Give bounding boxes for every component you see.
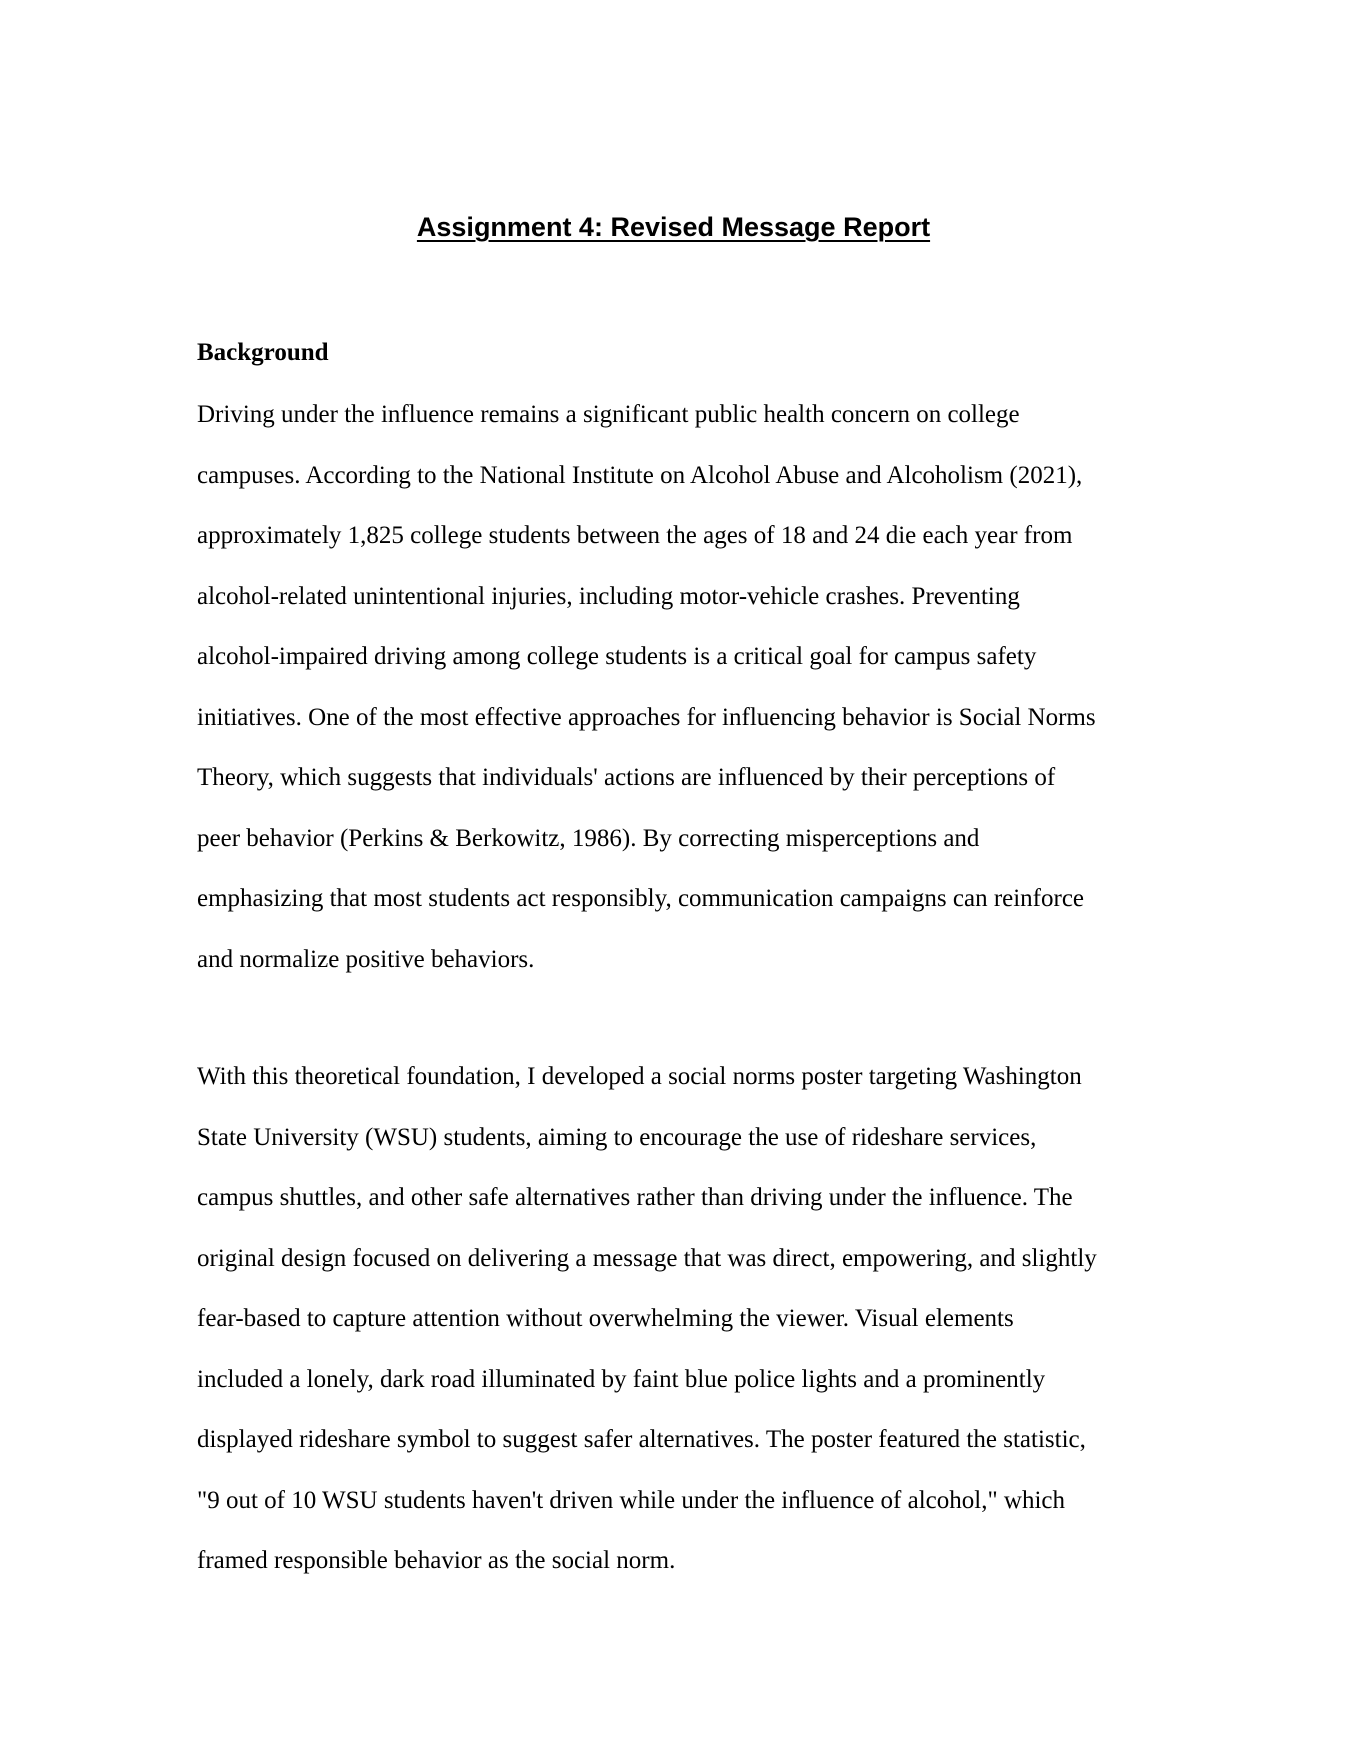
text-line: campuses. According to the National Institute on Alcohol Abuse and Alcoholism (2021), (197, 461, 1083, 489)
text-line: displayed rideshare symbol to suggest safer alternatives. The poster featured the statistic, (197, 1426, 1086, 1453)
text-line: initiatives. One of the most effective approaches for influencing behavior is Social Norms (197, 703, 1096, 731)
body-paragraph-2 (197, 1047, 1157, 1592)
text-line: included a lonely, dark road illuminated by faint blue police lights and a prominently (197, 1365, 1046, 1393)
text-line: alcohol-impaired driving among college students is a critical goal for campus safety (197, 643, 1037, 670)
section-heading-background: Background (197, 339, 329, 366)
text-line: Driving under the influence remains a significant public health concern on college (197, 401, 1020, 428)
text-line: Theory, which suggests that individuals' actions are influenced by their perceptions of (197, 764, 1056, 791)
text-line: emphasizing that most students act responsibly, communication campaigns can reinforce (197, 885, 1085, 912)
document-title: Assignment 4: Revised Message Report (416, 212, 931, 242)
text-line: "9 out of 10 WSU students haven't driven while under the influence of alcohol," which (197, 1486, 1066, 1514)
text-line: approximately 1,825 college students between the ages of 18 and 24 die each year from (197, 522, 1073, 549)
body-paragraph-1 (197, 385, 1157, 990)
text-line: campus shuttles, and other safe alternatives rather than driving under the influence. The (197, 1184, 1073, 1211)
text-line: original design focused on delivering a message that was direct, empowering, and slightly (197, 1244, 1097, 1272)
text-line: alcohol-related unintentional injuries, including motor-vehicle crashes. Preventing (197, 582, 1020, 610)
text-line: State University (WSU) students, aiming to encourage the use of rideshare services, (197, 1123, 1037, 1151)
text-line: and normalize positive behaviors. (197, 945, 535, 973)
text-line: peer behavior (Perkins & Berkowitz, 1986). By correcting misperceptions and (197, 824, 980, 852)
text-line: With this theoretical foundation, I developed a social norms poster targeting Washington (197, 1063, 1082, 1090)
text-line: framed responsible behavior as the social norm. (197, 1547, 676, 1574)
text-line: fear-based to capture attention without overwhelming the viewer. Visual elements (197, 1305, 1014, 1332)
